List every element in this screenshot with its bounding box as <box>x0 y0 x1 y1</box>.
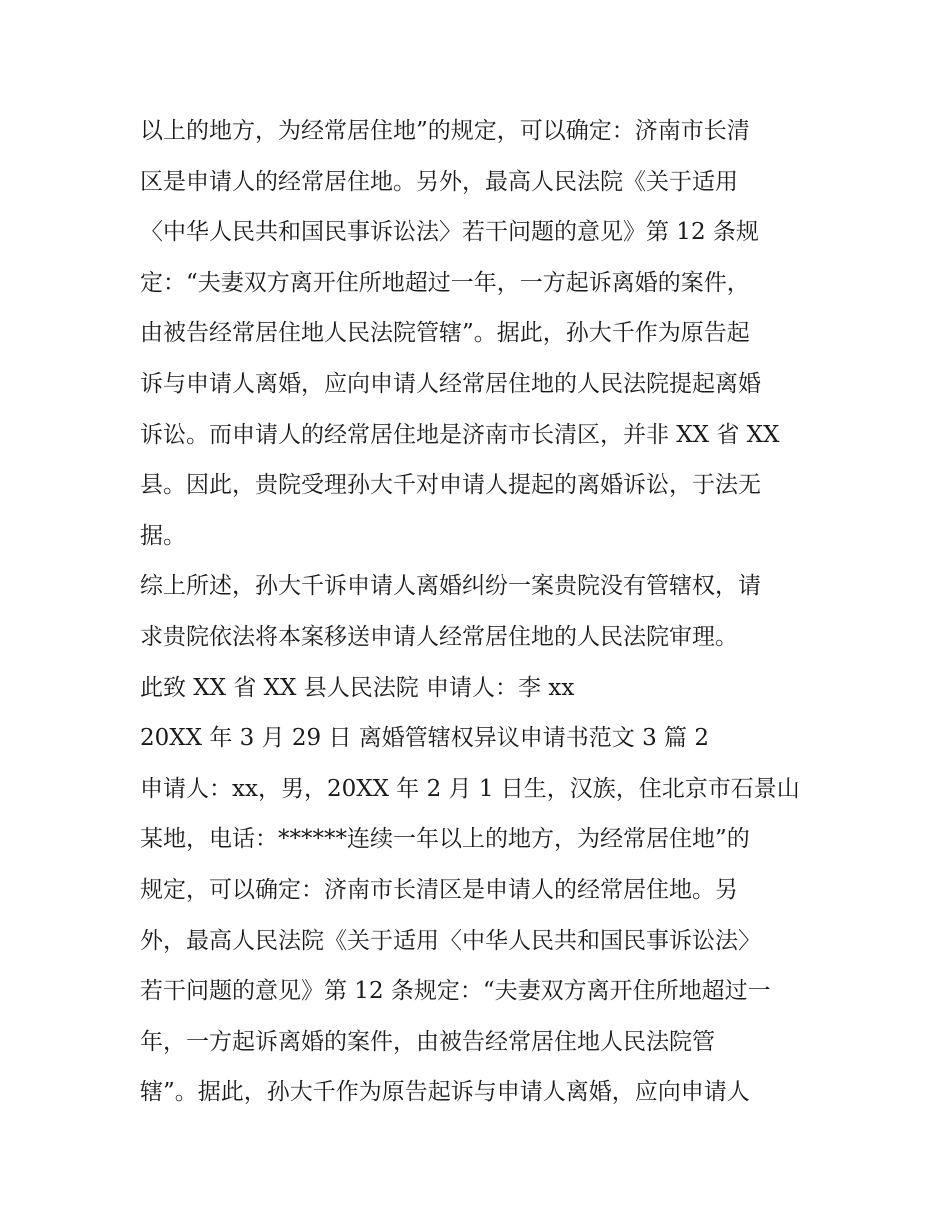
text-line: 若干问题的意见》第 12 条规定：“夫妻双方离开住所地超过一 <box>140 978 771 1005</box>
text-line: 县。因此，贵院受理孙大千对申请人提起的离婚诉讼，于法无 <box>140 472 761 499</box>
text-line: 区是申请人的经常居住地。另外，最高人民法院《关于适用 <box>140 168 738 195</box>
text-line: 综上所述，孙大千诉申请人离婚纠纷一案贵院没有管辖权，请 <box>140 573 761 600</box>
text-line: 由被告经常居住地人民法院管辖”。据此，孙大千作为原告起 <box>140 320 750 347</box>
text-line: 诉与申请人离婚，应向申请人经常居住地的人民法院提起离婚 <box>140 370 761 397</box>
text-line: 求贵院依法将本案移送申请人经常居住地的人民法院审理。 <box>140 623 738 650</box>
text-line: 规定，可以确定：济南市长清区是申请人的经常居住地。另 <box>140 876 738 903</box>
text-line: 〈中华人民共和国民事诉讼法〉若干问题的意见》第 12 条规 <box>140 219 759 246</box>
text-line: 外，最高人民法院《关于适用〈中华人民共和国民事诉讼法〉 <box>140 927 761 954</box>
text-line: 据。 <box>140 522 186 549</box>
text-line: 以上的地方，为经常居住地”的规定，可以确定：济南市长清 <box>140 118 750 144</box>
text-line: 20XX 年 3 月 29 日 离婚管辖权异议申请书范文 3 篇 2 <box>140 725 709 752</box>
text-line: 某地，电话：******连续一年以上的地方，为经常居住地”的 <box>140 826 750 853</box>
text-line: 申请人：xx，男，20XX 年 2 月 1 日生，汉族，住北京市石景山 <box>140 775 800 802</box>
text-line: 定：“夫妻双方离开住所地超过一年，一方起诉离婚的案件， <box>140 269 750 296</box>
text-line: 诉讼。而申请人的经常居住地是济南市长清区，并非 XX 省 XX <box>140 421 780 448</box>
text-line: 年，一方起诉离婚的案件，由被告经常居住地人民法院管 <box>140 1028 715 1055</box>
text-line: 此致 XX 省 XX 县人民法院 申请人：李 xx <box>140 674 575 701</box>
text-line: 辖”。据此，孙大千作为原告起诉与申请人离婚，应向申请人 <box>140 1079 750 1106</box>
document-body <box>140 108 820 1120</box>
